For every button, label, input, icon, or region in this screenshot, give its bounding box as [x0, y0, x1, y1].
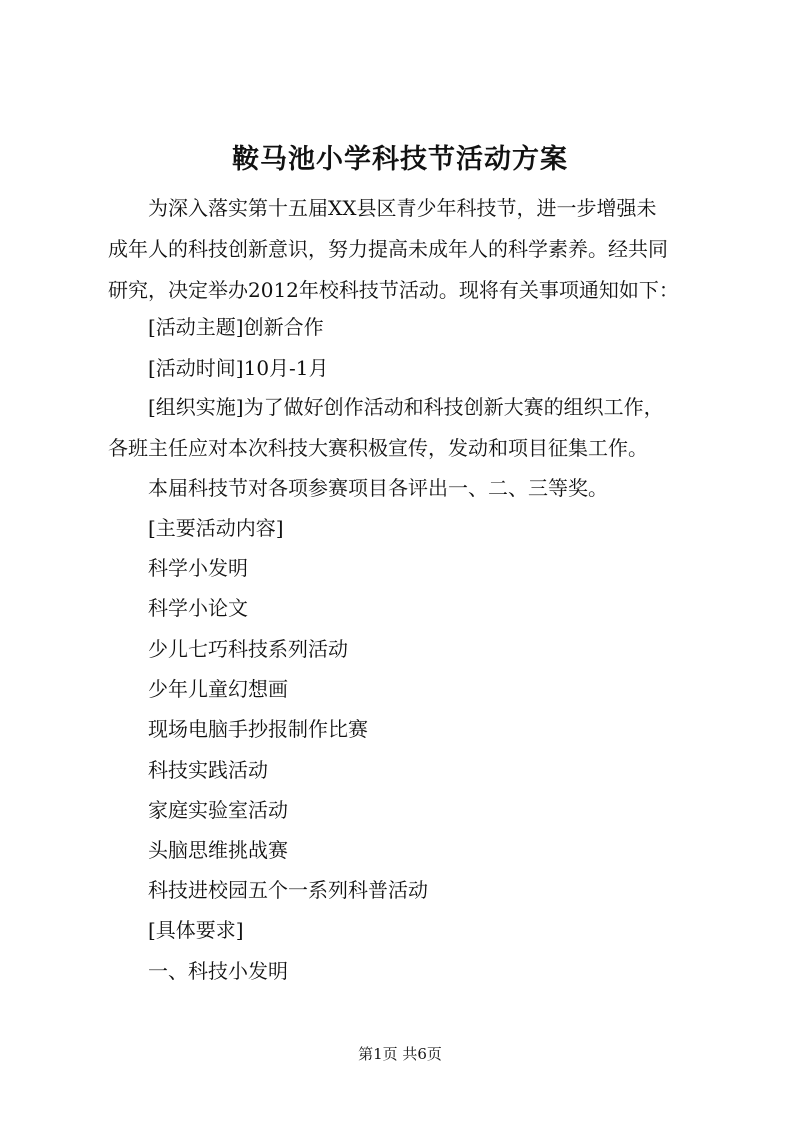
intro-paragraph: [108, 188, 708, 311]
activity-item-8: 头脑思维挑战赛: [148, 838, 288, 862]
intro-line-1: 为深入落实第十五届XX县区青少年科技节，进一步增强未: [148, 196, 657, 220]
activity-theme: [活动主题]创新合作: [148, 315, 324, 339]
page-title: 鞍马池小学科技节活动方案: [232, 144, 568, 175]
organization-line-2: 各班主任应对本次科技大赛积极宣传，发动和项目征集工作。: [108, 436, 648, 460]
organization-line-1: [组织实施]为了做好创作活动和科技创新大赛的组织工作，: [148, 395, 664, 419]
requirements-heading: [具体要求]: [148, 918, 244, 942]
awards-text: 本届科技节对各项参赛项目各评出一、二、三等奖。: [148, 476, 608, 500]
requirement-item-1: 一、科技小发明: [148, 959, 288, 983]
page-footer: 第1页 共6页: [358, 1045, 442, 1063]
activity-item-4: 少年儿童幻想画: [148, 677, 288, 701]
intro-line-3: 研究，决定举办2012年校科技节活动。现将有关事项通知如下：: [108, 278, 679, 302]
main-activities-heading: [主要活动内容]: [148, 516, 284, 540]
organization-paragraph: [108, 387, 708, 469]
activity-time: [活动时间]10月-1月: [148, 356, 329, 380]
activity-item-5: 现场电脑手抄报制作比赛: [148, 717, 368, 741]
activity-item-3: 少儿七巧科技系列活动: [148, 637, 348, 661]
activity-item-9: 科技进校园五个一系列科普活动: [148, 878, 428, 902]
intro-line-2: 成年人的科技创新意识，努力提高未成年人的科学素养。经共同: [108, 237, 668, 261]
activity-item-7: 家庭实验室活动: [148, 798, 288, 822]
activity-item-6: 科技实践活动: [148, 758, 268, 782]
activity-item-2: 科学小论文: [148, 596, 248, 620]
activity-item-1: 科学小发明: [148, 556, 248, 580]
